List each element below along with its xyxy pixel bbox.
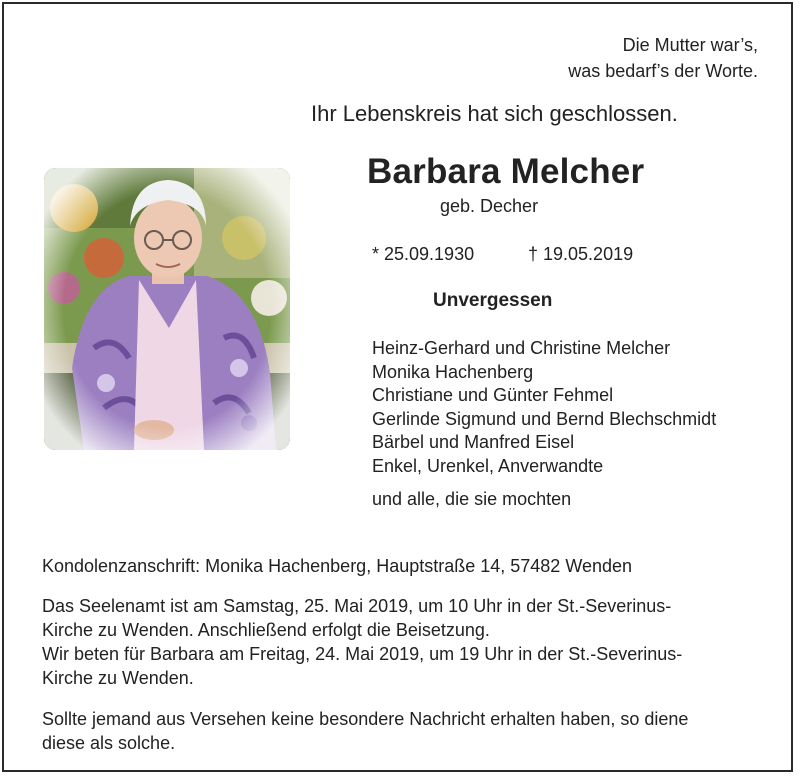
death-date: † 19.05.2019 [528,244,634,264]
mourners-list [372,337,716,478]
motto-line-2: was bedarf’s der Worte. [568,61,758,81]
deceased-name: Barbara Melcher [367,152,645,191]
service-line: Wir beten für Barbara am Freitag, 24. Mai 2019, um 19 Uhr in der St.-Severinus- [42,644,683,664]
birth-date: * 25.09.1930 [372,244,475,264]
service-line: Kirche zu Wenden. [42,668,194,688]
mourner-line: Heinz-Gerhard und Christine Melcher [372,338,671,358]
note-line: Sollte jemand aus Versehen keine besondere Nachricht erhalten haben, so diene [42,709,689,729]
und-alle-line: und alle, die sie mochten [372,489,572,509]
portrait-photo [44,168,290,450]
kondolenz-address: Kondolenzanschrift: Monika Hachenberg, Hauptstraße 14, 57482 Wenden [42,556,633,576]
mourner-line: Enkel, Urenkel, Anverwandte [372,455,604,476]
service-line: Kirche zu Wenden. Anschließend erfolgt die Beisetzung. [42,620,490,640]
note-text [42,707,688,755]
mourner-line: Christiane und Günter Fehmel [372,385,614,405]
unvergessen-heading: Unvergessen [433,290,553,311]
mourner-line: Bärbel und Manfred Eisel [372,432,575,452]
mourner-line: Gerlinde Sigmund und Bernd Blechschmidt [372,408,717,429]
service-info [42,594,682,690]
mourner-line: Monika Hachenberg [372,361,534,382]
motto-line-1: Die Mutter war’s, [622,35,758,55]
note-line: diese als solche. [42,733,176,753]
lebenskreis-text: Ihr Lebenskreis hat sich geschlossen. [311,101,678,126]
service-line: Das Seelenamt ist am Samstag, 25. Mai 2019, um 10 Uhr in der St.-Severinus- [42,596,672,616]
birth-name: geb. Decher [440,196,539,216]
